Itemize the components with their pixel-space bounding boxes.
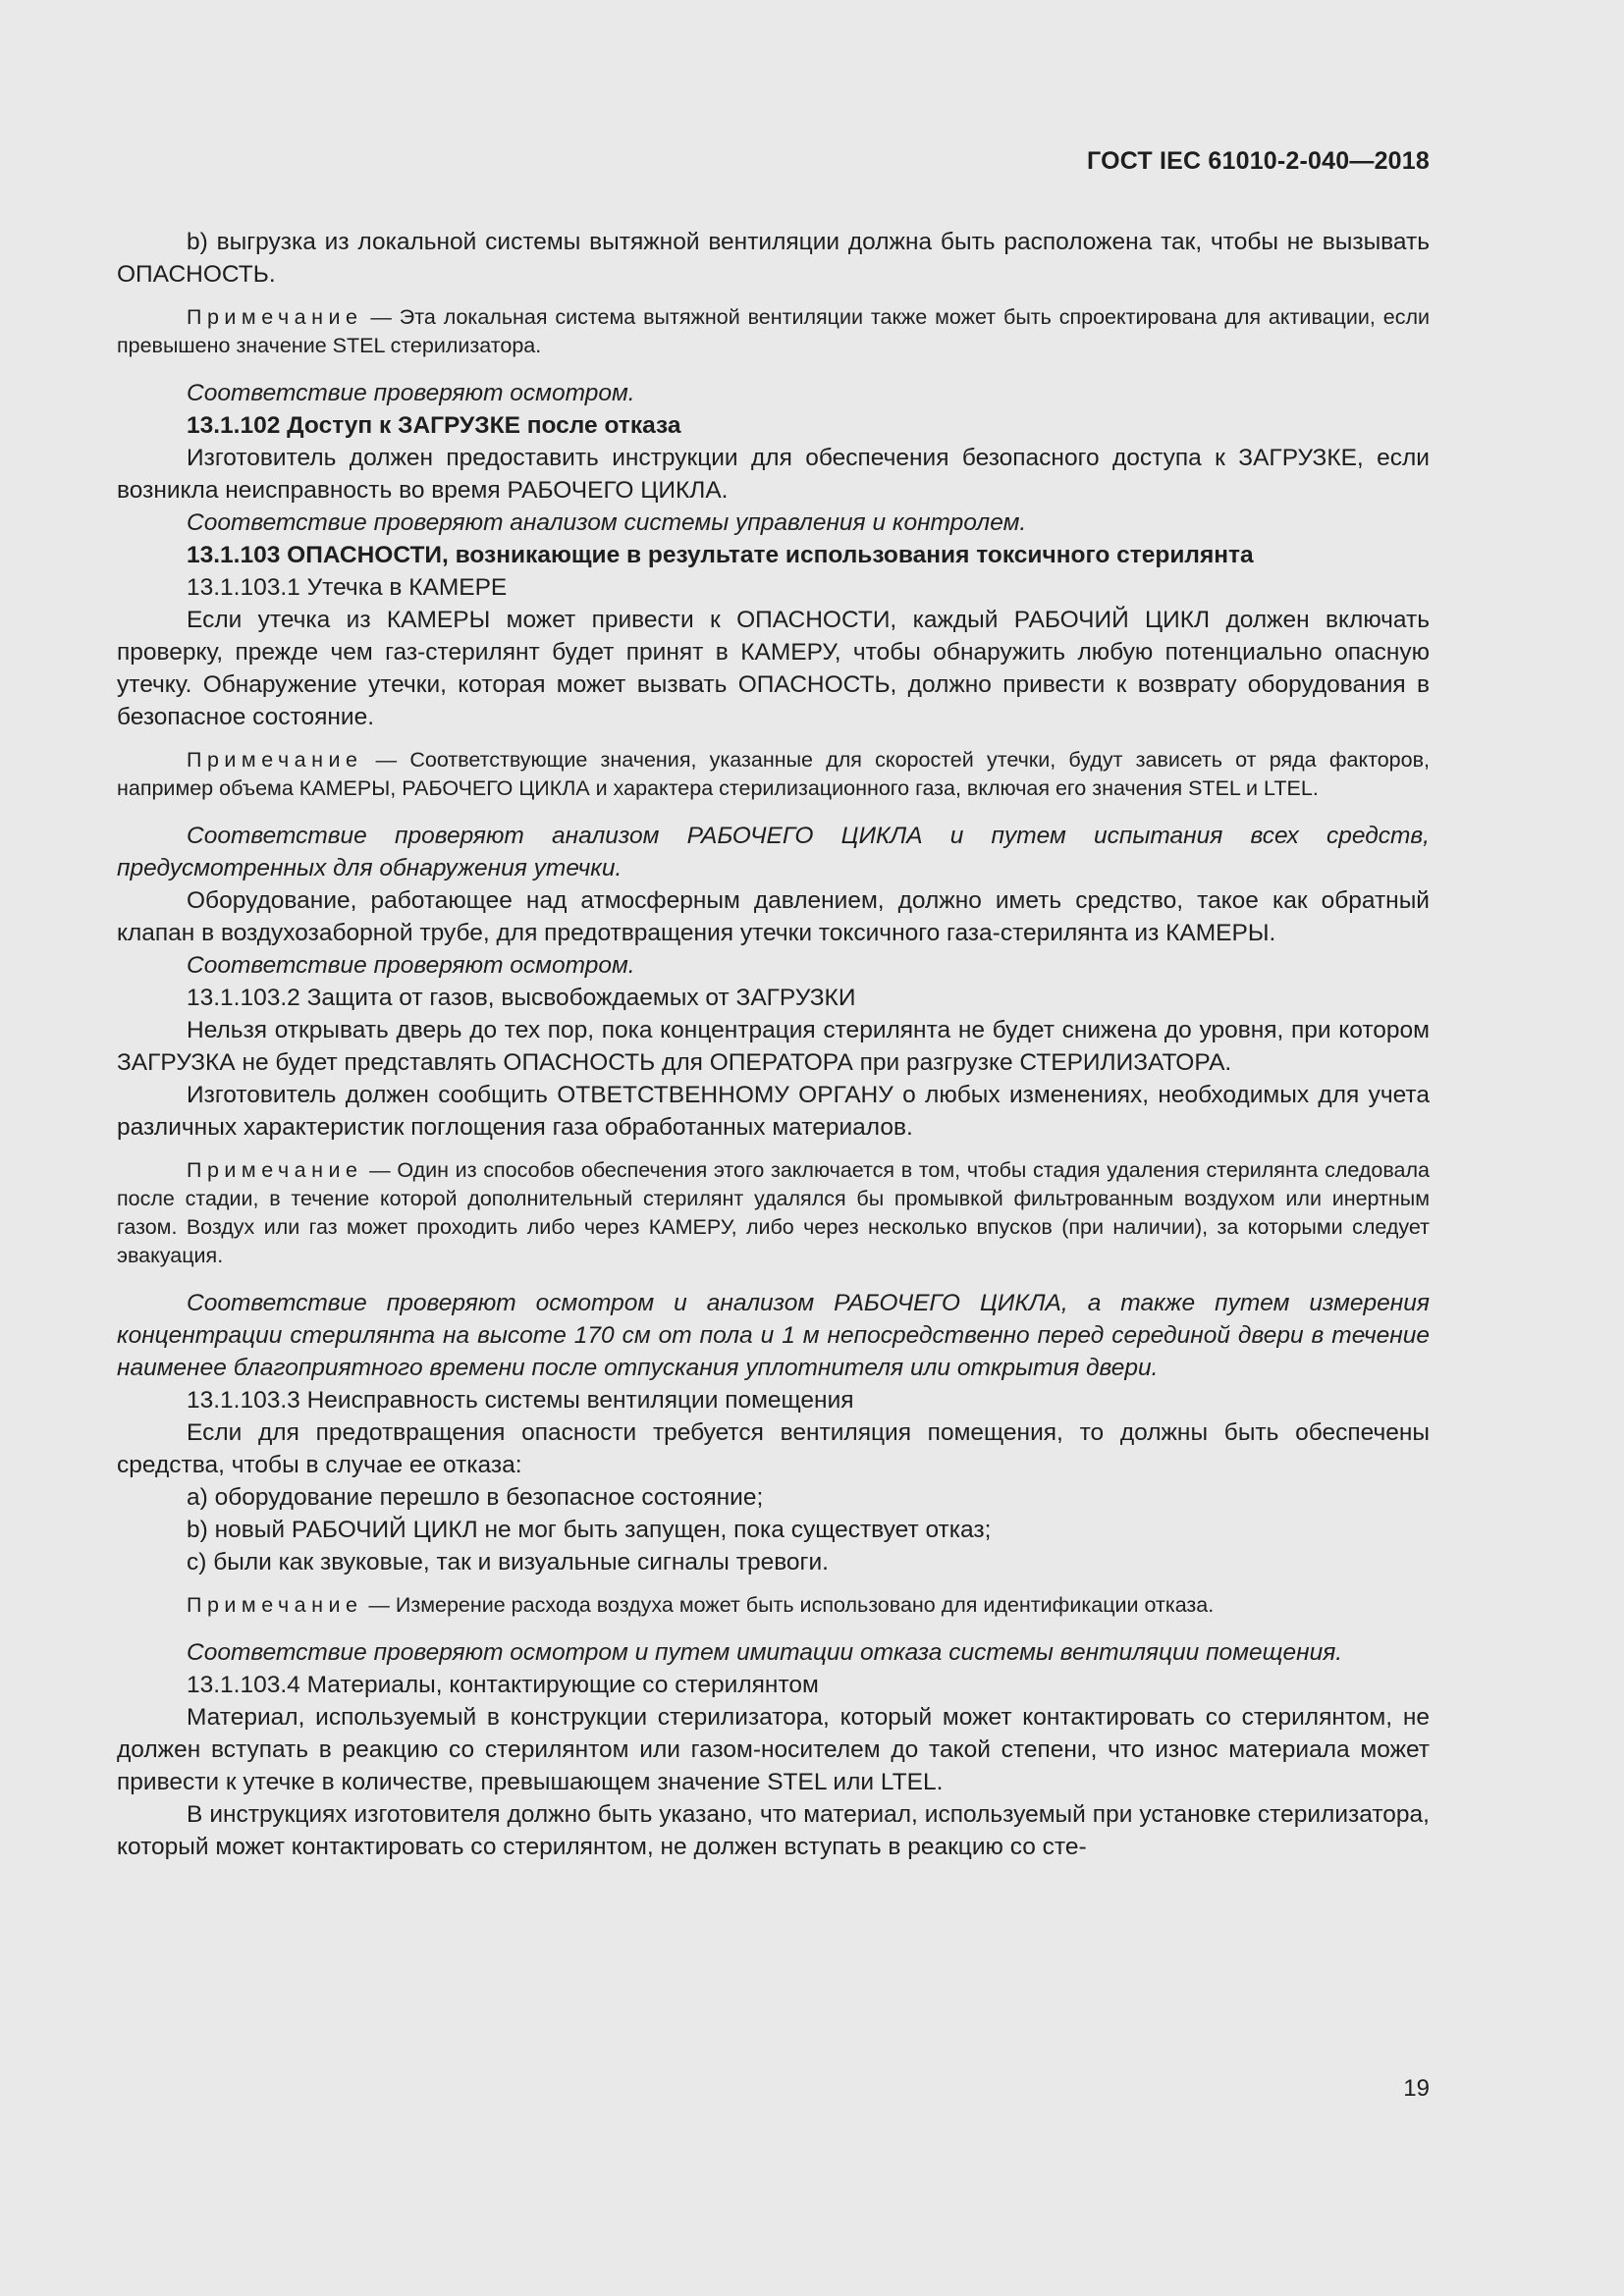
- section-heading: 13.1.102 Доступ к ЗАГРУЗКЕ после отказа: [187, 412, 681, 439]
- note: [117, 746, 1430, 803]
- compliance-text: Соответствие проверяют анализом РАБОЧЕГО ЦИКЛА и путем испытания всех средств, предусмотренных для обнаружения утечки.: [117, 823, 1430, 881]
- note: [117, 1591, 1430, 1620]
- list-item-b: b) выгрузка из локальной системы вытяжной вентиляции должна быть расположена так, чтобы не вызывать ОПАСНОСТЬ.: [117, 229, 1430, 288]
- section-heading: 13.1.103 ОПАСНОСТИ, возникающие в результате использования токсичного стерилянта: [187, 542, 1254, 568]
- paragraph: В инструкциях изготовителя должно быть указано, что материал, используемый при установке стерилизатора, который может контактировать со стерилянтом, не должен вступать в реакцию со сте-: [117, 1801, 1430, 1860]
- note-label: Примечание: [187, 1593, 363, 1617]
- paragraph: Материал, используемый в конструкции стерилизатора, который может контактировать со стерилянтом, не должен вступать в реакцию со стерилянтом или газом-носителем до такой степени, что износ материала может привести к утечке в количестве, превышающем значение STEL или LTEL.: [117, 1704, 1430, 1795]
- note-label: Примечание: [187, 305, 363, 329]
- note-text: — Соответствующие значения, указанные для скоростей утечки, будут зависеть от ряда факторов, например объема КАМЕРЫ, РАБОЧЕГО ЦИКЛА и характера стерилизационного газа, включая его значения STEL и LTEL.: [117, 748, 1430, 800]
- page-body: [117, 226, 1430, 1863]
- list-item: b) новый РАБОЧИЙ ЦИКЛ не мог быть запущен, пока существует отказ;: [187, 1517, 992, 1543]
- note-text: — Эта локальная система вытяжной вентиляции также может быть спроектирована для активации, если превышено значение STEL стерилизатора.: [117, 305, 1430, 357]
- paragraph: Оборудование, работающее над атмосферным давлением, должно иметь средство, такое как обратный клапан в воздухозаборной трубе, для предотвращения утечки токсичного газа-стерилянта из КАМЕРЫ.: [117, 887, 1430, 946]
- paragraph: Изготовитель должен предоставить инструкции для обеспечения безопасного доступа к ЗАГРУЗКЕ, если возникла неисправность во время РАБОЧЕГО ЦИКЛА.: [117, 445, 1430, 504]
- note-label: Примечание: [187, 748, 363, 772]
- subsection-heading: 13.1.103.4 Материалы, контактирующие со стерилянтом: [187, 1672, 819, 1698]
- subsection-heading: 13.1.103.3 Неисправность системы вентиляции помещения: [187, 1387, 854, 1414]
- list-item: c) были как звуковые, так и визуальные сигналы тревоги.: [187, 1549, 829, 1575]
- page-number: 19: [1403, 2075, 1430, 2102]
- compliance-text: Соответствие проверяют осмотром и путем имитации отказа системы вентиляции помещения.: [187, 1639, 1343, 1666]
- compliance-text: Соответствие проверяют осмотром.: [187, 380, 635, 406]
- paragraph: Если для предотвращения опасности требуется вентиляция помещения, то должны быть обеспечены средства, чтобы в случае ее отказа:: [117, 1419, 1430, 1478]
- subsection-heading: 13.1.103.1 Утечка в КАМЕРЕ: [187, 574, 508, 601]
- page-header: ГОСТ IEC 61010-2-040—2018: [1087, 147, 1430, 175]
- compliance-text: Соответствие проверяют осмотром.: [187, 952, 635, 979]
- note: [117, 1156, 1430, 1270]
- note-label: Примечание: [187, 1158, 363, 1182]
- compliance-text: Соответствие проверяют осмотром и анализом РАБОЧЕГО ЦИКЛА, а также путем измерения концентрации стерилянта на высоте 170 см от пола и 1 м непосредственно перед серединой двери в течение наименее благоприятного времени после отпускания уплотнителя или открытия двери.: [117, 1290, 1430, 1381]
- note-text: — Один из способов обеспечения этого заключается в том, чтобы стадия удаления стерилянта следовала после стадии, в течение которой дополнительный стерилянт удалялся бы промывкой фильтрованным воздухом или инертным газом. Воздух или газ может проходить либо через КАМЕРУ, либо через несколько впусков (при наличии), за которыми следует эвакуация.: [117, 1158, 1430, 1267]
- paragraph: Нельзя открывать дверь до тех пор, пока концентрация стерилянта не будет снижена до уровня, при котором ЗАГРУЗКА не будет представлять ОПАСНОСТЬ для ОПЕРАТОРА при разгрузке СТЕРИЛИЗАТОРА.: [117, 1017, 1430, 1076]
- list-item: a) оборудование перешло в безопасное состояние;: [187, 1484, 764, 1511]
- paragraph: Если утечка из КАМЕРЫ может привести к ОПАСНОСТИ, каждый РАБОЧИЙ ЦИКЛ должен включать проверку, прежде чем газ-стерилянт будет принят в КАМЕРУ, чтобы обнаружить любую потенциально опасную утечку. Обнаружение утечки, которая может вызвать ОПАСНОСТЬ, должно привести к возврату оборудования в безопасное состояние.: [117, 607, 1430, 730]
- note-text: — Измерение расхода воздуха может быть использовано для идентификации отказа.: [362, 1593, 1215, 1617]
- subsection-heading: 13.1.103.2 Защита от газов, высвобождаемых от ЗАГРУЗКИ: [187, 985, 856, 1011]
- paragraph: Изготовитель должен сообщить ОТВЕТСТВЕННОМУ ОРГАНУ о любых изменениях, необходимых для учета различных характеристик поглощения газа обработанных материалов.: [117, 1082, 1430, 1141]
- compliance-text: Соответствие проверяют анализом системы управления и контролем.: [187, 509, 1027, 536]
- note: [117, 303, 1430, 360]
